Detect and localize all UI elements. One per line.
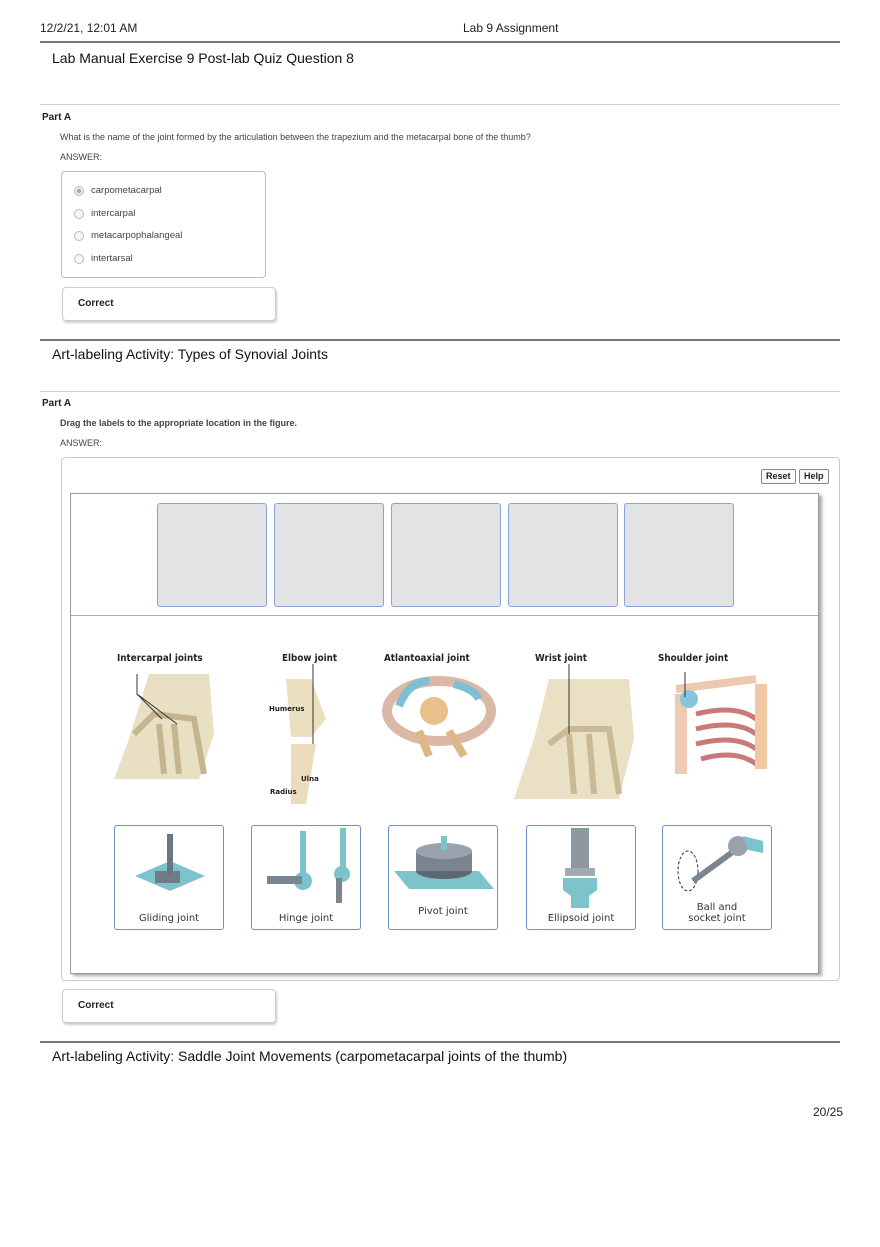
diagram-hinge-joint — [251, 825, 361, 930]
diagram-label: Ellipsoid joint — [547, 913, 615, 924]
option-label: intertarsal — [91, 253, 133, 264]
answer-options — [61, 171, 266, 278]
help-button[interactable]: Help — [799, 469, 829, 484]
reset-button[interactable]: Reset — [761, 469, 796, 484]
question-title: Art-labeling Activity: Types of Synovial Joints — [52, 346, 328, 362]
diagram-gliding-joint — [114, 825, 224, 930]
diagram-label: Pivot joint — [418, 906, 468, 917]
label-humerus: Humerus — [269, 705, 305, 713]
drop-target-5[interactable] — [624, 503, 734, 607]
diagram-label: Hinge joint — [278, 913, 334, 924]
label-atlantoaxial-joint: Atlantoaxial joint — [384, 653, 470, 664]
radio-button[interactable] — [74, 209, 84, 219]
option-label: intercarpal — [91, 208, 136, 219]
radio-button[interactable] — [74, 231, 84, 241]
answer-label: ANSWER: — [60, 438, 103, 448]
print-datetime: 12/2/21, 12:01 AM — [40, 21, 138, 35]
diagram-ball-and-socket-joint — [662, 825, 772, 930]
question-title: Lab Manual Exercise 9 Post-lab Quiz Question 8 — [52, 50, 354, 66]
label-radius: Radius — [270, 788, 297, 796]
divider — [71, 615, 818, 616]
option-carpometacarpal[interactable] — [74, 185, 162, 196]
hinge-joint-icon — [252, 826, 359, 906]
pivot-joint-icon — [389, 826, 496, 901]
question-text: What is the name of the joint formed by the articulation between the trapezium and the metacarpal bone of the thumb? — [60, 132, 531, 142]
question-title: Art-labeling Activity: Saddle Joint Movements (carpometacarpal joints of the thumb) — [52, 1048, 568, 1064]
page-number: 20/25 — [812, 1105, 843, 1119]
diagram-label: Gliding joint — [138, 913, 200, 924]
option-label: carpometacarpal — [91, 185, 162, 196]
intercarpal-joints-image — [109, 664, 229, 779]
drop-target-3[interactable] — [391, 503, 501, 607]
divider — [40, 339, 840, 341]
part-label: Part A — [42, 112, 72, 123]
divider — [40, 391, 840, 392]
option-intercarpal[interactable] — [74, 208, 135, 219]
diagram-label: Ball and socket joint — [688, 902, 746, 924]
drop-target-2[interactable] — [274, 503, 384, 607]
instruction-text: Drag the labels to the appropriate location in the figure. — [60, 418, 298, 428]
divider — [40, 1041, 840, 1043]
radio-button-selected[interactable] — [74, 186, 84, 196]
label-elbow-joint: Elbow joint — [282, 653, 338, 664]
label-wrist-joint: Wrist joint — [535, 653, 587, 664]
drop-target-1[interactable] — [157, 503, 267, 607]
print-doc-title: Lab 9 Assignment — [463, 21, 559, 35]
ball-and-socket-joint-icon — [663, 826, 770, 896]
drop-target-4[interactable] — [508, 503, 618, 607]
divider — [40, 41, 840, 43]
answer-label: ANSWER: — [60, 152, 103, 162]
option-label: metacarpophalangeal — [91, 230, 183, 241]
figure-canvas — [70, 493, 819, 974]
wrist-joint-image — [509, 664, 649, 804]
diagram-ellipsoid-joint — [526, 825, 636, 930]
part-label: Part A — [42, 398, 72, 409]
atlantoaxial-joint-image — [379, 666, 499, 761]
label-ulna: Ulna — [301, 775, 319, 783]
elbow-joint-image — [266, 664, 336, 804]
feedback-correct: Correct — [62, 989, 276, 1023]
feedback-correct: Correct — [62, 287, 276, 321]
option-intertarsal[interactable] — [74, 253, 133, 264]
gliding-joint-icon — [115, 826, 222, 901]
label-shoulder-joint: Shoulder joint — [658, 653, 729, 664]
labeling-activity — [61, 457, 840, 981]
radio-button[interactable] — [74, 254, 84, 264]
label-intercarpal-joints: Intercarpal joints — [117, 653, 203, 664]
option-metacarpophalangeal[interactable] — [74, 230, 182, 241]
divider — [40, 104, 840, 105]
ellipsoid-joint-icon — [527, 826, 634, 911]
shoulder-joint-image — [661, 664, 786, 779]
diagram-pivot-joint — [388, 825, 498, 930]
